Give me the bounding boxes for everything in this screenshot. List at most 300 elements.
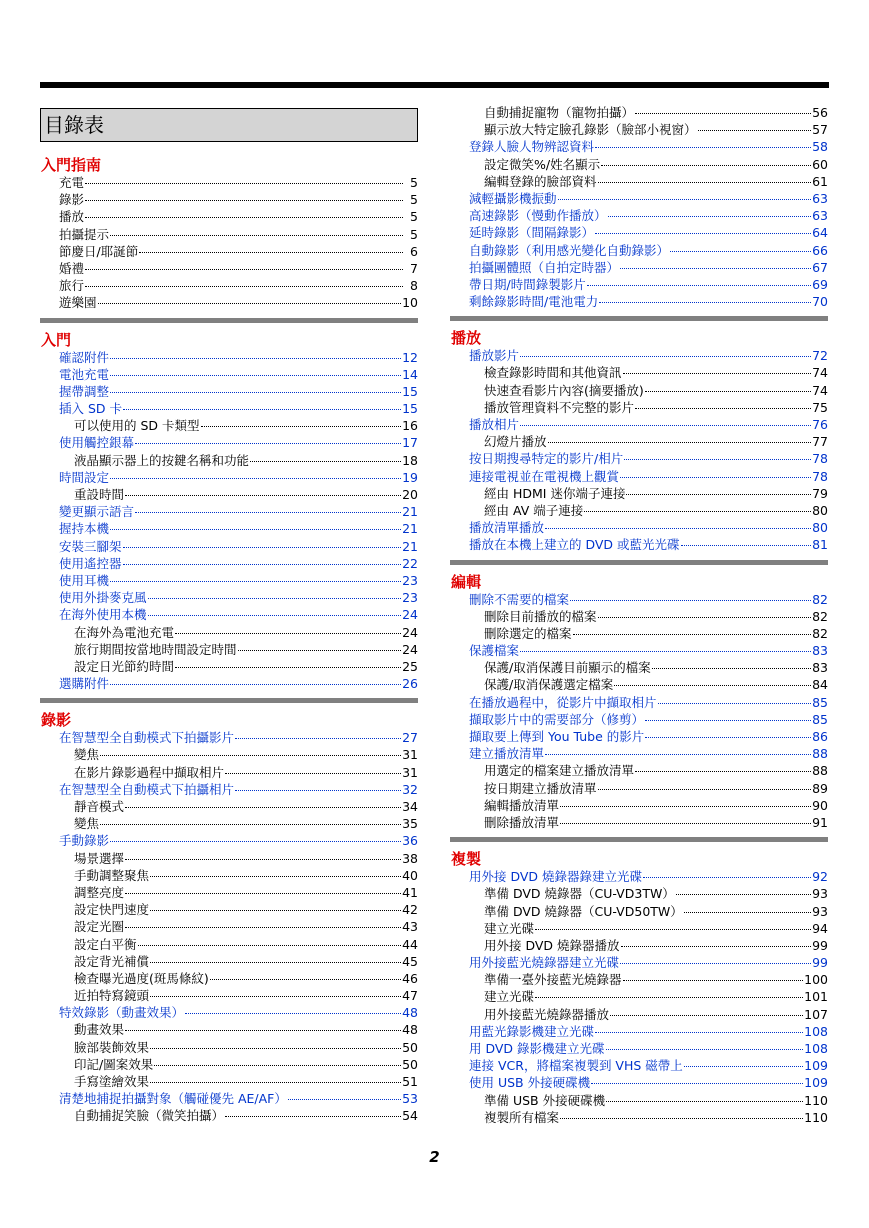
toc-entry	[40, 1039, 418, 1056]
entry-title: 設定微笑%/姓名顯示	[484, 156, 601, 172]
dot-leader	[558, 199, 812, 200]
entry-title: 在播放過程中，從影片中擷取相片	[469, 694, 657, 710]
entry-title: 在智慧型全自動模式下拍攝影片	[59, 730, 235, 746]
toc-entry	[40, 798, 418, 815]
entry-title: 插入 SD 卡	[59, 401, 123, 417]
entry-title: 播放	[59, 209, 85, 225]
toc-entry	[40, 208, 418, 225]
entry-page-number: 70	[812, 294, 828, 310]
toc-entry	[450, 988, 828, 1005]
toc-entry	[450, 502, 828, 519]
toc-entry	[40, 658, 418, 675]
toc-link-entry[interactable]	[450, 138, 828, 155]
toc-section	[40, 156, 418, 312]
dot-leader	[570, 600, 811, 601]
entry-title: 減輕攝影機振動	[469, 190, 557, 206]
entry-page-number: 31	[402, 747, 418, 763]
dot-leader	[606, 1049, 804, 1050]
entry-page-number: 82	[812, 608, 828, 624]
dot-leader	[125, 807, 401, 808]
toc-link-entry[interactable]	[40, 538, 418, 555]
toc-entry	[450, 433, 828, 450]
dot-leader	[608, 216, 812, 217]
section-divider	[40, 698, 418, 703]
toc-link-entry[interactable]	[40, 434, 418, 451]
toc-entry	[450, 780, 828, 797]
dot-leader	[201, 426, 402, 427]
entry-title: 高速錄影（慢動作播放）	[469, 208, 607, 224]
entry-page-number: 10	[402, 295, 418, 311]
toc-link-entry[interactable]	[450, 450, 828, 467]
toc-link-entry[interactable]	[450, 468, 828, 485]
dot-leader	[560, 806, 811, 807]
entry-page-number: 45	[402, 953, 418, 969]
toc-left-column	[40, 108, 418, 1125]
toc-link-entry[interactable]	[40, 469, 418, 486]
entry-page-number: 54	[402, 1108, 418, 1124]
toc-link-entry[interactable]	[40, 383, 418, 400]
toc-link-entry[interactable]	[450, 694, 828, 711]
entry-page-number: 82	[812, 625, 828, 641]
entry-page-number: 42	[402, 902, 418, 918]
entry-page-number: 61	[812, 173, 828, 189]
entry-title: 印記/圖案效果	[74, 1056, 154, 1072]
entry-title: 保護/取消保護選定檔案	[484, 677, 614, 693]
entry-title: 刪除不需要的檔案	[469, 591, 570, 607]
entry-page-number: 80	[812, 520, 828, 536]
toc-entry	[40, 953, 418, 970]
dot-leader	[123, 547, 402, 548]
toc-entry	[450, 920, 828, 937]
dot-leader	[123, 564, 402, 565]
dot-leader	[635, 408, 811, 409]
toc-link-entry[interactable]	[40, 520, 418, 537]
entry-title: 設定快門速度	[74, 902, 150, 918]
dot-leader	[584, 511, 811, 512]
page-number: 2	[429, 1148, 440, 1166]
entry-title: 用外接藍光燒錄器播放	[484, 1006, 610, 1022]
dot-leader	[138, 945, 402, 946]
entry-page-number: 20	[402, 487, 418, 502]
entry-page-number: 15	[402, 383, 418, 399]
entry-page-number: 19	[402, 469, 418, 485]
entry-page-number: 48	[402, 1005, 418, 1021]
entry-title: 選購附件	[59, 676, 110, 692]
entry-page-number: 69	[812, 276, 828, 292]
dot-leader	[110, 581, 401, 582]
entry-title: 用外接 DVD 燒錄器錄建立光碟	[469, 869, 643, 885]
toc-entry	[450, 104, 828, 121]
entry-title: 手寫塗繪效果	[74, 1074, 150, 1089]
entry-page-number: 22	[402, 555, 418, 571]
entry-title: 拍攝提示	[59, 226, 110, 242]
toc-link-entry[interactable]	[450, 728, 828, 745]
toc-entry	[40, 936, 418, 953]
toc-right-column	[450, 104, 828, 1126]
toc-link-entry[interactable]	[450, 745, 828, 762]
entry-title: 使用耳機	[59, 572, 110, 588]
entry-title: 自動錄影（利用感光變化自動錄影）	[469, 242, 670, 258]
toc-link-entry[interactable]	[40, 366, 418, 383]
toc-link-entry[interactable]	[450, 536, 828, 553]
toc-entry	[40, 901, 418, 918]
entry-title: 快速查看影片內容(摘要播放)	[484, 382, 644, 398]
entry-page-number: 32	[402, 781, 418, 797]
toc-entry	[40, 243, 418, 260]
entry-title: 播放相片	[469, 417, 520, 432]
entry-page-number: 63	[812, 208, 828, 224]
entry-title: 近拍特寫鏡頭	[74, 988, 150, 1004]
dot-leader	[125, 927, 401, 928]
toc-link-entry[interactable]	[40, 1004, 418, 1021]
entry-page-number: 50	[402, 1039, 418, 1055]
dot-leader	[250, 461, 401, 462]
entry-title: 經由 AV 端子連接	[484, 502, 584, 518]
entry-title: 液晶顯示器上的按鍵名稱和功能	[74, 452, 250, 468]
dot-leader	[535, 929, 811, 930]
toc-link-entry[interactable]	[40, 675, 418, 692]
toc-link-entry[interactable]	[450, 1057, 828, 1074]
entry-page-number: 74	[812, 382, 828, 398]
entry-page-number: 101	[804, 989, 828, 1005]
entry-title: 建立播放清單	[469, 746, 545, 762]
toc-link-entry[interactable]	[40, 606, 418, 623]
dot-leader	[85, 200, 403, 201]
entry-page-number: 56	[812, 105, 828, 120]
entry-title: 重設時間	[74, 487, 125, 502]
section-heading: 播放	[451, 329, 482, 348]
dot-leader	[601, 165, 811, 166]
toc-entry	[40, 174, 418, 191]
entry-title: 調整亮度	[74, 884, 125, 900]
dot-leader	[110, 235, 403, 236]
entry-title: 按日期搜尋特定的影片/相片	[469, 451, 624, 467]
entry-title: 使用觸控銀幕	[59, 435, 135, 451]
entry-title: 刪除目前播放的檔案	[484, 608, 597, 624]
dot-leader	[598, 789, 812, 790]
entry-title: 握帶調整	[59, 383, 110, 399]
dot-leader	[139, 252, 403, 253]
entry-page-number: 107	[804, 1006, 828, 1022]
dot-leader	[591, 1083, 803, 1084]
toc-entry	[450, 814, 828, 831]
entry-title: 複製所有檔案	[484, 1109, 560, 1125]
toc-entry	[450, 937, 828, 954]
toc-section	[450, 104, 828, 310]
entry-page-number: 85	[812, 694, 828, 710]
entry-title: 編輯登錄的臉部資料	[484, 173, 597, 189]
toc-entry	[40, 294, 418, 311]
dot-leader	[599, 302, 811, 303]
dot-leader	[100, 755, 401, 756]
toc-link-entry[interactable]	[450, 1023, 828, 1040]
dot-leader	[110, 375, 401, 376]
entry-title: 準備一臺外接藍光燒錄器	[484, 972, 622, 988]
toc-link-entry[interactable]	[40, 400, 418, 417]
entry-page-number: 110	[804, 1109, 828, 1125]
toc-link-entry[interactable]	[450, 416, 828, 433]
entry-page-number: 60	[812, 156, 828, 172]
toc-link-entry[interactable]	[40, 729, 418, 746]
dot-leader	[150, 1082, 401, 1083]
entry-page-number: 27	[402, 730, 418, 746]
entry-page-number: 14	[402, 366, 418, 382]
entry-page-number: 94	[812, 920, 828, 936]
toc-link-entry[interactable]	[40, 832, 418, 849]
entry-title: 播放影片	[469, 348, 520, 364]
dot-leader	[110, 478, 401, 479]
dot-leader	[645, 720, 811, 721]
entry-page-number: 78	[812, 468, 828, 484]
toc-section	[450, 560, 828, 832]
section-heading: 錄影	[41, 711, 72, 730]
entry-title: 用藍光錄影機建立光碟	[469, 1023, 595, 1039]
toc-link-entry[interactable]	[450, 190, 828, 207]
dot-leader	[150, 1048, 401, 1049]
toc-link-entry[interactable]	[450, 868, 828, 885]
entry-page-number: 76	[812, 417, 828, 432]
toc-link-entry[interactable]	[450, 1040, 828, 1057]
dot-leader	[520, 651, 811, 652]
entry-page-number: 89	[812, 780, 828, 796]
dot-leader	[85, 183, 403, 184]
toc-link-entry[interactable]	[40, 503, 418, 520]
dot-leader	[635, 771, 811, 772]
toc-entry	[40, 417, 418, 434]
right-sections	[450, 104, 828, 1126]
toc-link-entry[interactable]	[450, 519, 828, 536]
dot-leader	[621, 946, 812, 947]
dot-leader	[520, 356, 811, 357]
toc-link-entry[interactable]	[40, 572, 418, 589]
toc-link-entry[interactable]	[40, 589, 418, 606]
dot-leader	[626, 494, 811, 495]
toc-entry	[40, 624, 418, 641]
toc-entry	[450, 762, 828, 779]
entry-title: 擷取影片中的需要部分（修剪）	[469, 711, 645, 727]
dot-leader	[135, 443, 401, 444]
dot-leader	[288, 1099, 401, 1100]
toc-title: 目錄表	[40, 108, 418, 142]
dot-leader	[598, 182, 812, 183]
toc-entry	[40, 815, 418, 832]
toc-entry	[40, 641, 418, 658]
entry-title: 設定日光節約時間	[74, 658, 175, 674]
entry-title: 擷取要上傳到 You Tube 的影片	[469, 729, 645, 744]
toc-link-entry[interactable]	[450, 242, 828, 259]
dot-leader	[225, 773, 401, 774]
toc-entry	[40, 191, 418, 208]
toc-entry	[450, 121, 828, 138]
entry-title: 在海外使用本機	[59, 607, 147, 623]
toc-entry	[450, 971, 828, 988]
dot-leader	[110, 529, 401, 530]
toc-link-entry[interactable]	[450, 276, 828, 293]
entry-title: 幻燈片播放	[484, 434, 547, 450]
entry-title: 延時錄影（間隔錄影）	[469, 225, 595, 241]
entry-page-number: 38	[402, 850, 418, 866]
toc-link-entry[interactable]	[40, 1090, 418, 1107]
entry-page-number: 24	[402, 607, 418, 623]
entry-title: 手動錄影	[59, 833, 110, 849]
entry-title: 設定光圈	[74, 919, 125, 935]
dot-leader	[148, 615, 402, 616]
toc-section	[450, 316, 828, 553]
entry-page-number: 64	[812, 225, 828, 241]
toc-link-entry[interactable]	[450, 347, 828, 364]
entry-page-number: 100	[804, 972, 828, 988]
entry-page-number: 109	[804, 1075, 828, 1091]
entry-title: 編輯播放清單	[484, 797, 560, 813]
dot-leader	[85, 286, 403, 287]
entry-title: 動畫效果	[74, 1022, 125, 1038]
entry-page-number: 21	[402, 504, 418, 520]
top-rule	[40, 82, 829, 88]
entry-page-number: 108	[804, 1023, 828, 1039]
entry-title: 自動捕捉寵物（寵物拍攝）	[484, 105, 635, 120]
toc-entry	[450, 1092, 828, 1109]
entry-title: 安裝三腳架	[59, 538, 122, 554]
toc-entry	[450, 659, 828, 676]
toc-link-entry[interactable]	[40, 349, 418, 366]
entry-title: 電池充電	[59, 366, 110, 382]
dot-leader	[110, 358, 401, 359]
entry-page-number: 53	[402, 1091, 418, 1107]
entry-page-number: 21	[402, 538, 418, 554]
entry-page-number: 36	[402, 833, 418, 849]
dot-leader	[545, 754, 811, 755]
left-sections	[40, 156, 418, 1125]
dot-leader	[548, 442, 812, 443]
toc-link-entry[interactable]	[450, 293, 828, 310]
entry-title: 保護檔案	[469, 643, 520, 659]
section-divider	[450, 560, 828, 565]
toc-entry	[40, 867, 418, 884]
entry-page-number: 84	[812, 677, 828, 693]
dot-leader	[100, 824, 401, 825]
entry-page-number: 99	[812, 937, 828, 953]
entry-title: 用外接 DVD 燒錄器播放	[484, 937, 620, 953]
dot-leader	[520, 425, 811, 426]
toc-link-entry[interactable]	[450, 1074, 828, 1091]
dot-leader	[620, 963, 811, 964]
entry-title: 用選定的檔案建立播放清單	[484, 763, 635, 779]
toc-entry	[40, 226, 418, 243]
entry-page-number: 109	[804, 1058, 828, 1074]
entry-page-number: 72	[812, 348, 828, 364]
section-divider	[450, 316, 828, 321]
toc-link-entry[interactable]	[40, 555, 418, 572]
dot-leader	[681, 545, 812, 546]
entry-title: 帶日期/時間錄製影片	[469, 276, 586, 292]
dot-leader	[150, 996, 401, 997]
entry-page-number: 25	[402, 658, 418, 674]
dot-leader	[623, 373, 812, 374]
entry-page-number: 15	[402, 401, 418, 417]
entry-page-number: 82	[812, 591, 828, 607]
entry-page-number: 93	[812, 903, 828, 919]
toc-entry	[450, 156, 828, 173]
entry-title: 婚禮	[59, 260, 85, 276]
toc-link-entry[interactable]	[450, 954, 828, 971]
entry-page-number: 43	[402, 919, 418, 935]
toc-entry	[40, 260, 418, 277]
entry-page-number: 48	[402, 1022, 418, 1038]
dot-leader	[645, 391, 811, 392]
dot-leader	[135, 512, 401, 513]
entry-page-number: 47	[402, 988, 418, 1004]
entry-page-number: 5	[410, 175, 418, 190]
entry-page-number: 90	[812, 797, 828, 813]
entry-title: 經由 HDMI 迷你端子連接	[484, 485, 626, 501]
entry-page-number: 34	[402, 799, 418, 814]
entry-page-number: 85	[812, 711, 828, 727]
toc-link-entry[interactable]	[450, 259, 828, 276]
entry-title: 場景選擇	[74, 850, 125, 866]
section-heading: 編輯	[451, 572, 482, 591]
dot-leader	[643, 877, 811, 878]
toc-entry	[40, 486, 418, 503]
entry-title: 清楚地捕捉拍攝對象（觸碰優先 AE/AF）	[59, 1091, 287, 1107]
section-heading: 入門指南	[41, 156, 102, 174]
entry-page-number: 5	[410, 226, 418, 242]
entry-title: 連接 VCR，將檔案複製到 VHS 磁帶上	[469, 1058, 683, 1074]
toc-entry	[450, 797, 828, 814]
entry-title: 播放清單播放	[469, 520, 545, 536]
entry-page-number: 5	[410, 209, 418, 225]
entry-title: 在海外為電池充電	[74, 624, 175, 640]
toc-link-entry[interactable]	[450, 711, 828, 728]
dot-leader	[635, 113, 811, 114]
entry-title: 使用外掛麥克風	[59, 590, 147, 606]
entry-page-number: 7	[410, 260, 418, 276]
toc-entry	[40, 1021, 418, 1038]
dot-leader	[185, 1013, 401, 1014]
entry-page-number: 40	[402, 867, 418, 883]
section-divider	[40, 318, 418, 323]
entry-title: 準備 USB 外接硬碟機	[484, 1092, 606, 1108]
dot-leader	[624, 459, 811, 460]
entry-page-number: 78	[812, 451, 828, 467]
toc-link-entry[interactable]	[450, 591, 828, 608]
toc-entry	[450, 608, 828, 625]
entry-page-number: 108	[804, 1041, 828, 1056]
toc-link-entry[interactable]	[450, 642, 828, 659]
entry-title: 檢查錄影時間和其他資訊	[484, 365, 622, 381]
toc-link-entry[interactable]	[40, 781, 418, 798]
toc-link-entry[interactable]	[450, 207, 828, 224]
entry-page-number: 74	[812, 365, 828, 381]
toc-entry	[450, 485, 828, 502]
entry-title: 使用 USB 外接硬碟機	[469, 1075, 591, 1091]
toc-link-entry[interactable]	[450, 224, 828, 241]
entry-title: 連接電視並在電視機上觀賞	[469, 468, 620, 484]
entry-title: 時間設定	[59, 469, 110, 485]
entry-title: 節慶日/耶誕節	[59, 243, 139, 259]
entry-title: 在影片錄影過程中擷取相片	[74, 764, 225, 780]
dot-leader	[154, 1065, 401, 1066]
dot-leader	[623, 980, 804, 981]
entry-page-number: 79	[812, 485, 828, 501]
dot-leader	[698, 130, 812, 131]
toc-entry	[450, 885, 828, 902]
section-heading: 入門	[41, 330, 72, 349]
entry-page-number: 63	[812, 190, 828, 206]
entry-title: 設定白平衡	[74, 936, 137, 952]
entry-title: 播放管理資料不完整的影片	[484, 399, 635, 415]
toc-entry	[40, 850, 418, 867]
dot-leader	[110, 684, 401, 685]
